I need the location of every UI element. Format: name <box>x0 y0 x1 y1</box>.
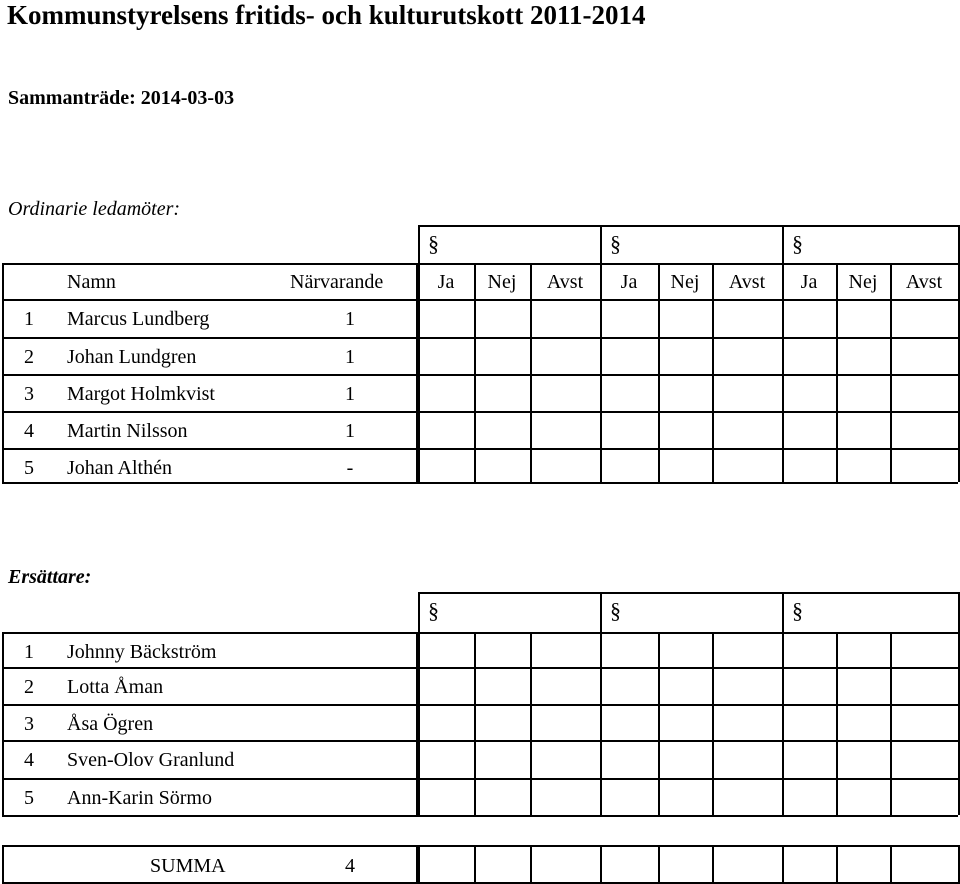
grid-line <box>418 845 420 884</box>
section-sign-icon: § <box>428 231 439 256</box>
grid-line <box>836 263 838 482</box>
grid-line <box>418 592 420 632</box>
grid-line <box>712 632 714 815</box>
grid-line <box>2 632 4 815</box>
section-sign-icon: § <box>610 231 621 256</box>
grid-line <box>712 263 714 482</box>
grid-line <box>712 845 714 884</box>
grid-line <box>2 337 958 339</box>
grid-line <box>530 845 532 884</box>
column-header-vote: Ja <box>437 271 455 293</box>
member-name: Marcus Lundberg <box>67 308 210 330</box>
substitute-number: 5 <box>24 787 34 809</box>
grid-line <box>2 482 958 484</box>
grid-line <box>474 263 476 482</box>
grid-line <box>530 632 532 815</box>
grid-line <box>600 845 602 884</box>
section-sign-icon: § <box>610 598 621 623</box>
grid-line <box>474 845 476 884</box>
grid-line <box>2 778 958 780</box>
grid-line <box>658 632 660 815</box>
grid-line <box>418 263 420 482</box>
meeting-date: Sammanträde: 2014-03-03 <box>8 87 235 109</box>
grid-line <box>782 592 784 632</box>
document-title: Kommunstyrelsens fritids- och kulturutskott 2011-2014 <box>7 0 646 30</box>
grid-line <box>2 845 958 847</box>
column-header-name: Namn <box>67 271 116 293</box>
grid-line <box>890 845 892 884</box>
summary-label: SUMMA <box>150 855 226 877</box>
grid-line <box>782 263 784 482</box>
grid-line <box>658 263 660 482</box>
substitute-number: 4 <box>24 749 34 771</box>
grid-line <box>658 845 660 884</box>
member-present: 1 <box>345 420 355 442</box>
grid-line <box>782 845 784 884</box>
column-header-vote: Ja <box>800 271 818 293</box>
grid-line <box>600 263 602 482</box>
grid-line <box>2 845 4 884</box>
grid-line <box>2 374 958 376</box>
grid-line <box>474 632 476 815</box>
substitute-number: 1 <box>24 641 34 663</box>
substitute-name: Lotta Åman <box>67 676 164 698</box>
grid-line <box>600 592 602 632</box>
member-name: Margot Holmkvist <box>67 383 215 405</box>
grid-line <box>890 263 892 482</box>
column-header-vote: Avst <box>905 271 943 293</box>
grid-line <box>600 632 602 815</box>
section-sign-icon: § <box>792 231 803 256</box>
member-present: 1 <box>345 383 355 405</box>
grid-line <box>782 632 784 815</box>
grid-line <box>2 667 958 669</box>
grid-line <box>2 632 958 634</box>
member-name: Martin Nilsson <box>67 420 188 442</box>
column-header-present: Närvarande <box>290 271 384 293</box>
member-present: - <box>346 457 354 479</box>
grid-line <box>836 632 838 815</box>
member-number: 1 <box>24 308 34 330</box>
section-sign-icon: § <box>428 598 439 623</box>
member-number: 5 <box>24 457 34 479</box>
grid-line <box>2 815 958 817</box>
column-header-vote: Nej <box>848 271 878 293</box>
grid-line <box>2 263 4 482</box>
grid-line <box>2 299 958 301</box>
column-header-vote: Avst <box>546 271 584 293</box>
grid-line <box>530 263 532 482</box>
grid-line <box>418 632 420 815</box>
substitute-name: Åsa Ögren <box>67 713 154 735</box>
column-header-vote: Nej <box>487 271 517 293</box>
substitute-name: Ann-Karin Sörmo <box>67 787 212 809</box>
grid-line <box>2 704 958 706</box>
column-header-vote: Ja <box>620 271 638 293</box>
substitute-name: Sven-Olov Granlund <box>67 749 235 771</box>
grid-line <box>418 225 958 227</box>
member-number: 3 <box>24 383 34 405</box>
member-name: Johan Althén <box>67 457 172 479</box>
member-present: 1 <box>345 308 355 330</box>
substitute-name: Johnny Bäckström <box>67 641 217 663</box>
grid-line <box>2 448 958 450</box>
member-present: 1 <box>345 346 355 368</box>
substitute-number: 3 <box>24 713 34 735</box>
column-header-vote: Avst <box>728 271 766 293</box>
member-number: 4 <box>24 420 34 442</box>
grid-line <box>2 411 958 413</box>
grid-line <box>418 225 420 267</box>
grid-line <box>836 845 838 884</box>
section-sign-icon: § <box>792 598 803 623</box>
substitutes-heading: Ersättare: <box>8 566 92 588</box>
substitute-number: 2 <box>24 676 34 698</box>
grid-line <box>2 740 958 742</box>
grid-line <box>2 263 958 265</box>
grid-line <box>600 225 602 267</box>
grid-line <box>890 632 892 815</box>
ordinary-members-heading: Ordinarie ledamöter: <box>8 198 181 220</box>
grid-line <box>782 225 784 267</box>
summary-value: 4 <box>345 855 355 877</box>
member-number: 2 <box>24 346 34 368</box>
column-header-vote: Nej <box>670 271 700 293</box>
member-name: Johan Lundgren <box>67 346 197 368</box>
grid-line <box>418 592 958 594</box>
